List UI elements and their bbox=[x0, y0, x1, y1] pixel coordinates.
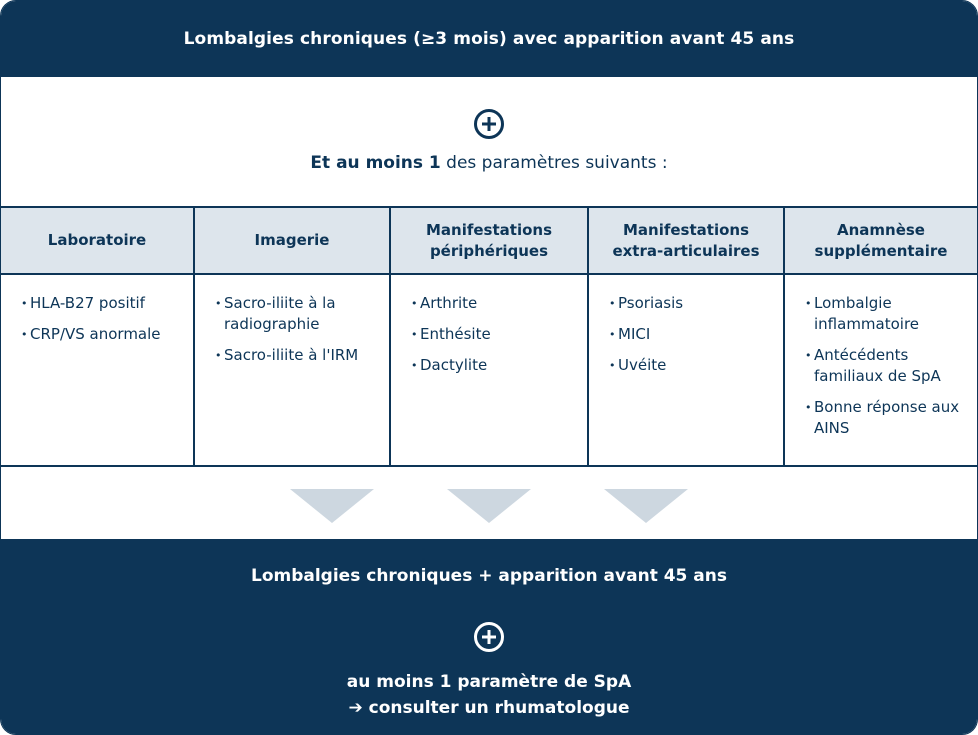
column-list bbox=[391, 275, 587, 376]
plus-icon bbox=[474, 109, 504, 139]
column-header: Manifestations périphériques bbox=[391, 208, 587, 275]
list-item: • Enthésite bbox=[411, 324, 577, 345]
list-item: • CRP/VS anormale bbox=[21, 324, 183, 345]
column-imagerie bbox=[195, 208, 391, 465]
top-banner bbox=[1, 1, 977, 77]
column-list bbox=[195, 275, 389, 366]
column-header: Imagerie bbox=[195, 208, 389, 275]
top-banner-title: Lombalgies chroniques (≥3 mois) avec apparition avant 45 ans bbox=[183, 29, 795, 49]
list-item: • Psoriasis bbox=[609, 293, 773, 314]
down-arrow-icon bbox=[604, 489, 688, 523]
right-arrow-icon: ➔ bbox=[348, 698, 363, 718]
list-item: • Arthrite bbox=[411, 293, 577, 314]
intro-text bbox=[1, 153, 977, 173]
column-laboratoire bbox=[1, 208, 195, 465]
list-item: • HLA-B27 positif bbox=[21, 293, 183, 314]
conclusion-title: Lombalgies chroniques + apparition avant 45 ans bbox=[250, 566, 728, 586]
intro-rest: des paramètres suivants : bbox=[440, 153, 668, 173]
conclusion-banner bbox=[1, 539, 977, 734]
column-manifestations-peripheriques bbox=[391, 208, 589, 465]
list-item: • Bonne réponse aux AINS bbox=[805, 397, 967, 439]
conclusion-line-1: au moins 1 paramètre de SpA bbox=[346, 672, 632, 692]
column-anamnese-supplementaire bbox=[785, 208, 977, 465]
list-item: • MICI bbox=[609, 324, 773, 345]
column-header: Laboratoire bbox=[1, 208, 193, 275]
list-item: • Lombalgie inflammatoire bbox=[805, 293, 967, 335]
conclusion-action: consulter un rhumatologue bbox=[368, 698, 630, 718]
down-arrow-icon bbox=[290, 489, 374, 523]
column-header: Anamnèse supplémentaire bbox=[785, 208, 977, 275]
column-list bbox=[589, 275, 783, 376]
down-arrow-icon bbox=[447, 489, 531, 523]
list-item: • Uvéite bbox=[609, 355, 773, 376]
list-item: • Sacro-iliite à la radiographie bbox=[215, 293, 379, 335]
list-item: • Dactylite bbox=[411, 355, 577, 376]
column-header: Manifestations extra-articulaires bbox=[589, 208, 783, 275]
column-list bbox=[785, 275, 977, 439]
criteria-table bbox=[1, 206, 977, 467]
column-manifestations-extra-articulaires bbox=[589, 208, 785, 465]
column-list bbox=[1, 275, 193, 345]
intro-bold: Et au moins 1 bbox=[310, 153, 441, 173]
plus-icon bbox=[474, 622, 504, 652]
list-item: • Antécédents familiaux de SpA bbox=[805, 345, 967, 387]
conclusion-line-2 bbox=[1, 698, 977, 718]
list-item: • Sacro-iliite à l'IRM bbox=[215, 345, 379, 366]
